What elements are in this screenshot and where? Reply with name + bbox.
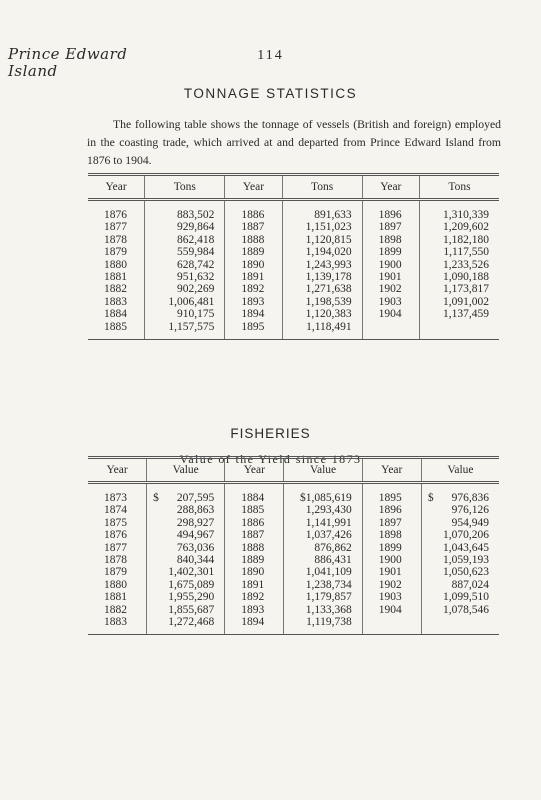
table-row <box>88 483 499 505</box>
table-row <box>88 604 499 616</box>
table-row <box>88 221 499 233</box>
year-cell: 1884 <box>104 308 127 321</box>
value-cell: 1,118,491 <box>282 321 362 340</box>
year-cell: 1885 <box>88 321 145 340</box>
fisheries-header-cell: Value <box>284 458 362 483</box>
year-cell: 1887 <box>225 529 284 541</box>
table-row <box>88 566 499 578</box>
year-cell: 1877 <box>104 221 127 234</box>
year-cell: 1876 <box>104 529 127 542</box>
tonnage-header-cell: Year <box>362 175 419 200</box>
year-cell: 1900 <box>362 554 421 566</box>
value-cell: 1,243,993 <box>282 259 362 271</box>
fisheries-header-cell: Year <box>362 458 421 483</box>
year-cell: 1895 <box>362 483 421 505</box>
tonnage-table <box>88 173 499 340</box>
currency-symbol: $ <box>153 492 159 504</box>
year-cell: 1881 <box>104 591 127 604</box>
value-cell: 862,418 <box>145 234 225 246</box>
year-cell: 1888 <box>225 234 282 246</box>
year-cell: 1883 <box>104 295 127 308</box>
year-cell: 1897 <box>362 517 421 529</box>
value-cell: 288,863 <box>147 504 225 516</box>
table-row <box>88 296 499 308</box>
value-cell: 1,151,023 <box>282 221 362 233</box>
value-cell: 1,955,290 <box>147 591 225 603</box>
value-cell: 1,209,602 <box>419 221 499 233</box>
value-cell: 1,157,575 <box>145 321 225 340</box>
value-cell: 1,272,468 <box>147 616 225 635</box>
tonnage-header-cell: Year <box>88 175 145 200</box>
value-cell: 763,036 <box>147 542 225 554</box>
value-cell: 1,182,180 <box>419 234 499 246</box>
year-cell: 1873 <box>104 492 127 504</box>
tonnage-header-cell: Tons <box>282 175 362 200</box>
table-row <box>88 234 499 246</box>
value-cell: 1,855,687 <box>147 604 225 616</box>
year-cell: 1887 <box>225 221 282 233</box>
value-cell: 298,927 <box>147 517 225 529</box>
table-row <box>88 259 499 271</box>
table-row <box>88 308 499 320</box>
fisheries-header-cell: Year <box>225 458 284 483</box>
tonnage-intro <box>87 116 501 170</box>
value-cell: $1,085,619 <box>284 483 362 505</box>
year-cell: 1902 <box>362 579 421 591</box>
value-cell: 1,037,426 <box>284 529 362 541</box>
year-cell: 1894 <box>225 616 284 635</box>
year-cell: 1880 <box>104 258 127 271</box>
value-cell: 910,175 <box>145 308 225 320</box>
value-cell: 951,632 <box>145 271 225 283</box>
year-cell: 1878 <box>104 554 127 567</box>
fisheries-header-cell: Value <box>147 458 225 483</box>
value-cell: 1,090,188 <box>419 271 499 283</box>
value-cell: 628,742 <box>145 259 225 271</box>
logo-line-2: Island <box>8 62 58 80</box>
year-cell: 1892 <box>225 591 284 603</box>
year-cell: 1893 <box>225 604 284 616</box>
value-cell: 891,633 <box>282 200 362 222</box>
year-cell <box>362 616 421 635</box>
value-cell: 1,050,623 <box>421 566 499 578</box>
year-cell: 1885 <box>225 504 284 516</box>
value-cell: 1,120,383 <box>282 308 362 320</box>
year-cell: 1886 <box>225 200 282 222</box>
cell-value: 976,836 <box>451 492 489 504</box>
page-number: 114 <box>257 48 284 63</box>
value-cell: 1,271,638 <box>282 283 362 295</box>
fisheries-title: FISHERIES <box>230 426 311 441</box>
value-cell <box>147 483 225 505</box>
value-cell: 876,862 <box>284 542 362 554</box>
year-cell: 1882 <box>104 283 127 296</box>
year-cell: 1904 <box>362 604 421 616</box>
value-cell: 1,141,991 <box>284 517 362 529</box>
value-cell: 1,119,738 <box>284 616 362 635</box>
year-cell: 1884 <box>225 483 284 505</box>
year-cell: 1903 <box>362 591 421 603</box>
value-cell: 1,070,206 <box>421 529 499 541</box>
tonnage-intro-text: The following table shows the tonnage of vessels (British and foreign) employed in the coasting trade, which arrived at and departed from Prince Edward Island from 1876 to 1904. <box>87 118 501 167</box>
year-cell: 1888 <box>225 542 284 554</box>
year-cell: 1895 <box>225 321 282 340</box>
value-cell: 1,120,815 <box>282 234 362 246</box>
value-cell: 887,024 <box>421 579 499 591</box>
value-cell: 1,043,645 <box>421 542 499 554</box>
year-cell: 1897 <box>362 221 419 233</box>
year-cell: 1883 <box>88 616 147 635</box>
year-cell: 1898 <box>362 234 419 246</box>
year-cell: 1881 <box>104 271 127 284</box>
value-cell: 1,139,178 <box>282 271 362 283</box>
table-row <box>88 579 499 591</box>
tonnage-header-cell: Year <box>225 175 282 200</box>
year-cell: 1902 <box>362 283 419 295</box>
value-cell: 1,293,430 <box>284 504 362 516</box>
year-cell <box>362 321 419 340</box>
value-cell: 1,091,002 <box>419 296 499 308</box>
value-cell <box>419 321 499 340</box>
table-row <box>88 321 499 340</box>
value-cell: 1,179,857 <box>284 591 362 603</box>
year-cell: 1876 <box>104 209 127 221</box>
value-cell: 1,137,459 <box>419 308 499 320</box>
value-cell: 1,173,817 <box>419 283 499 295</box>
year-cell: 1898 <box>362 529 421 541</box>
table-row <box>88 529 499 541</box>
value-cell <box>421 616 499 635</box>
value-cell: 1,099,510 <box>421 591 499 603</box>
year-cell: 1878 <box>104 233 127 246</box>
table-row <box>88 517 499 529</box>
value-cell: 1,402,301 <box>147 566 225 578</box>
value-cell: 840,344 <box>147 554 225 566</box>
year-cell: 1874 <box>104 504 127 517</box>
logo-line-1: Prince Edward <box>8 45 128 63</box>
table-row <box>88 271 499 283</box>
value-cell <box>421 483 499 505</box>
year-cell: 1899 <box>362 246 419 258</box>
value-cell: 1,059,193 <box>421 554 499 566</box>
year-cell: 1893 <box>225 296 282 308</box>
year-cell: 1889 <box>225 554 284 566</box>
value-cell: 494,967 <box>147 529 225 541</box>
fisheries-subtitle: Value of the Yield since 1873 <box>179 452 362 466</box>
table-row <box>88 504 499 516</box>
year-cell: 1879 <box>104 246 127 259</box>
table-row <box>88 246 499 258</box>
year-cell: 1896 <box>362 200 419 222</box>
tonnage-header-cell: Tons <box>419 175 499 200</box>
year-cell: 1880 <box>104 578 127 591</box>
value-cell: 1,310,339 <box>419 200 499 222</box>
value-cell: 929,864 <box>145 221 225 233</box>
year-cell: 1890 <box>225 259 282 271</box>
year-cell: 1899 <box>362 542 421 554</box>
year-cell: 1890 <box>225 566 284 578</box>
fisheries-table <box>88 456 499 635</box>
year-cell: 1903 <box>362 296 419 308</box>
fisheries-header-cell: Year <box>88 458 147 483</box>
year-cell: 1882 <box>104 603 127 616</box>
value-cell: 1,233,526 <box>419 259 499 271</box>
table-row <box>88 542 499 554</box>
year-cell: 1889 <box>225 246 282 258</box>
value-cell: 902,269 <box>145 283 225 295</box>
value-cell: 1,675,089 <box>147 579 225 591</box>
value-cell: 559,984 <box>145 246 225 258</box>
value-cell: 1,078,546 <box>421 604 499 616</box>
table-row <box>88 283 499 295</box>
value-cell: 1,238,734 <box>284 579 362 591</box>
year-cell: 1894 <box>225 308 282 320</box>
table-row <box>88 616 499 635</box>
year-cell: 1900 <box>362 259 419 271</box>
year-cell: 1891 <box>225 271 282 283</box>
cell-value: 207,595 <box>176 492 215 504</box>
value-cell: 1,006,481 <box>145 296 225 308</box>
year-cell: 1879 <box>104 566 127 579</box>
year-cell: 1901 <box>362 566 421 578</box>
year-cell: 1877 <box>104 541 127 554</box>
table-row <box>88 200 499 222</box>
value-cell: 1,194,020 <box>282 246 362 258</box>
year-cell: 1891 <box>225 579 284 591</box>
value-cell: 976,126 <box>421 504 499 516</box>
value-cell: 1,133,368 <box>284 604 362 616</box>
value-cell: 1,041,109 <box>284 566 362 578</box>
value-cell: 1,117,550 <box>419 246 499 258</box>
value-cell: 886,431 <box>284 554 362 566</box>
value-cell: 883,502 <box>145 200 225 222</box>
fisheries-header-cell: Value <box>421 458 499 483</box>
year-cell: 1896 <box>362 504 421 516</box>
table-row <box>88 591 499 603</box>
tonnage-title: TONNAGE STATISTICS <box>183 86 358 101</box>
tonnage-header-cell: Tons <box>145 175 225 200</box>
year-cell: 1904 <box>362 308 419 320</box>
year-cell: 1901 <box>362 271 419 283</box>
value-cell: 1,198,539 <box>282 296 362 308</box>
year-cell: 1892 <box>225 283 282 295</box>
year-cell: 1886 <box>225 517 284 529</box>
year-cell: 1875 <box>104 516 127 529</box>
currency-symbol: $ <box>427 492 434 504</box>
value-cell: 954,949 <box>421 517 499 529</box>
table-row <box>88 554 499 566</box>
